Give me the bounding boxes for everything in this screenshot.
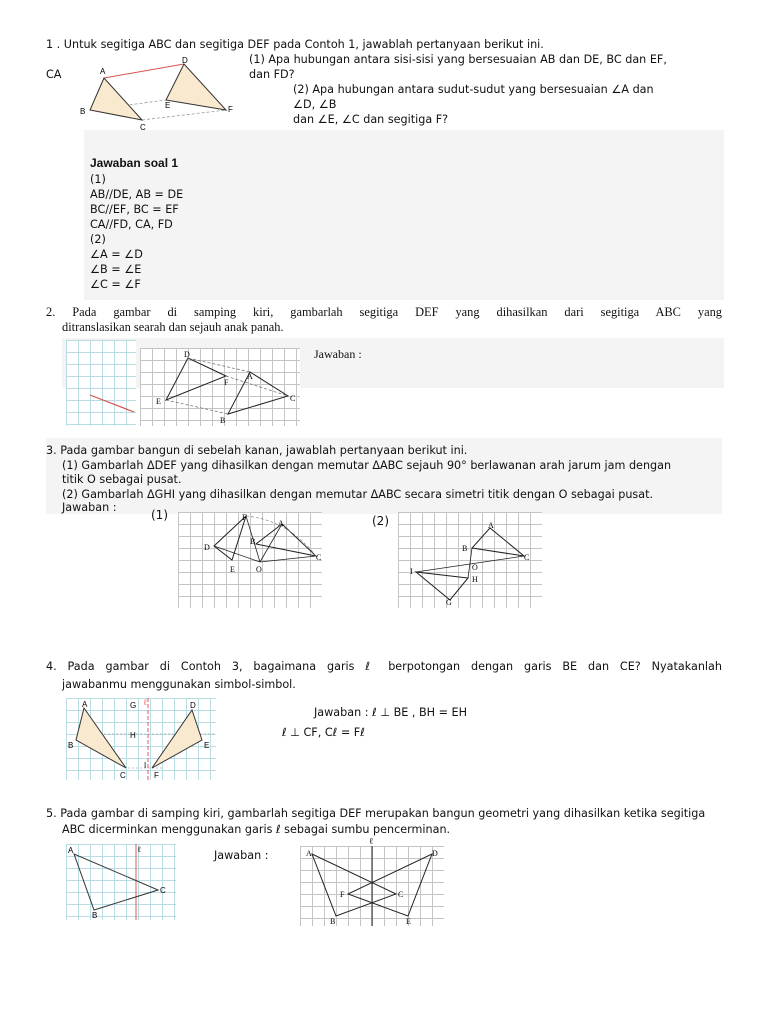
q5-2-label-f: F bbox=[340, 890, 345, 899]
q4-line2: jawabanmu menggunakan simbol-simbol. bbox=[62, 678, 296, 691]
q5-grid-answer bbox=[300, 846, 444, 926]
q4-label-i: I bbox=[144, 761, 147, 770]
q2-label-c: C bbox=[290, 394, 296, 403]
q5-line1: 5. Pada gambar di samping kiri, gambarlah segitiga DEF merupakan bangun geometri yang dihasilkan ketika segitiga bbox=[46, 807, 706, 820]
q1-answer-line: BC//EF, BC = EF bbox=[90, 203, 179, 216]
q1-answer-line: (2) bbox=[90, 233, 106, 246]
q1-question: 1 . Untuk segitiga ABC dan segitiga DEF pada Contoh 1, jawablah pertanyaan berikut ini. bbox=[46, 38, 544, 51]
q1-answer-line: AB//DE, AB = DE bbox=[90, 188, 184, 201]
q3-line4: (2) Gambarlah ΔGHI yang dihasilkan dengan memutar ΔABC secara simetri titik dengan O sebagai pusat. bbox=[62, 488, 654, 501]
q3-triangle-def bbox=[214, 516, 246, 560]
q2-grid-answer bbox=[140, 348, 300, 426]
q3-label-a: A bbox=[278, 519, 284, 528]
q2-arrow-line bbox=[90, 395, 134, 412]
q5-label-b: B bbox=[92, 911, 98, 920]
q1-answer-panel bbox=[84, 130, 724, 300]
q2-label-d: D bbox=[184, 350, 190, 359]
q5-figure-answer bbox=[300, 846, 444, 926]
q4-label-e: E bbox=[204, 741, 210, 750]
q1-answer-line: ∠A = ∠D bbox=[90, 248, 143, 261]
q5-2-label-b: B bbox=[330, 917, 336, 926]
q3-2-label-g: G bbox=[446, 598, 452, 607]
q3-2-label-b: B bbox=[462, 544, 468, 553]
q3-grid-2 bbox=[398, 512, 542, 608]
q3-2-label-h: H bbox=[472, 575, 478, 584]
q4-label-d: D bbox=[190, 701, 196, 710]
q2-label-b: B bbox=[220, 416, 226, 425]
q4-triangle-def bbox=[152, 710, 202, 768]
q1-label-e: E bbox=[165, 101, 171, 110]
q5-label-c: C bbox=[160, 886, 166, 895]
q3-label-d: D bbox=[204, 543, 210, 552]
q4-label-a: A bbox=[82, 700, 88, 709]
q3-2-label-o: O bbox=[472, 563, 478, 572]
q2-grid-given bbox=[66, 340, 136, 426]
q5-2-label-a: A bbox=[306, 849, 312, 858]
q1-answer-line: ∠C = ∠F bbox=[90, 278, 141, 291]
q3-label-e: E bbox=[230, 565, 235, 574]
q1-sub2-line2: ∠D, ∠B bbox=[293, 98, 337, 111]
q2-dashed-cf bbox=[226, 376, 288, 396]
q5-2-label-d: D bbox=[432, 849, 438, 858]
q4-label-c: C bbox=[120, 771, 126, 780]
q3-line-oa bbox=[260, 524, 282, 562]
q3-figure-2 bbox=[398, 512, 542, 608]
q1-sub2-line1: (2) Apa hubungan antara sudut-sudut yang bersesuaian ∠A dan bbox=[293, 83, 654, 96]
q1-label-a: A bbox=[100, 67, 106, 76]
q1-answer-line: CA//FD, CA, FD bbox=[90, 218, 173, 231]
q3-triangle-abc-2 bbox=[472, 528, 524, 556]
q3-label-f: F bbox=[242, 513, 247, 522]
q4-label-h: H bbox=[130, 731, 136, 740]
q1-arrow-line bbox=[104, 64, 184, 78]
q3-label-o: O bbox=[256, 565, 262, 574]
q1-triangle-abc bbox=[90, 78, 142, 120]
q5-answer-label: Jawaban : bbox=[214, 849, 269, 862]
q2-dashed-be bbox=[166, 400, 228, 414]
q2-answer-label: Jawaban : bbox=[314, 347, 362, 361]
q2-label-e: E bbox=[156, 397, 161, 406]
q2-line2: ditranslasikan searah dan sejauh anak panah. bbox=[62, 320, 284, 334]
q1-triangle-def bbox=[166, 64, 226, 110]
q3-2-label-a: A bbox=[488, 521, 494, 530]
q5-figure-given bbox=[66, 844, 176, 920]
q5-label-l: ℓ bbox=[138, 845, 141, 854]
q4-label-f: F bbox=[154, 771, 159, 780]
q4-label-b: B bbox=[68, 741, 74, 750]
q3-line3: titik O sebagai pusat. bbox=[62, 473, 182, 486]
q3-triangle-ghi bbox=[416, 572, 468, 600]
q1-label-f: F bbox=[228, 105, 233, 114]
q4-answer-line1: Jawaban : ℓ ⊥ BE , BH = EH bbox=[314, 706, 468, 719]
q3-fig1-tag: (1) bbox=[151, 508, 168, 522]
q2-triangle-def bbox=[166, 358, 226, 400]
q1-sub1-line2: dan FD? bbox=[249, 68, 295, 81]
q4-triangle-abc bbox=[76, 708, 126, 768]
q3-label-b: B bbox=[250, 537, 256, 546]
q4-label-l: ℓ bbox=[144, 698, 147, 707]
q1-answer-line: ∠B = ∠E bbox=[90, 263, 142, 276]
q3-grid-1 bbox=[178, 512, 322, 608]
q4-line1: 4. Pada gambar di Contoh 3, bagaimana garis ℓ berpotongan dengan garis BE dan CE? Nyatakanlah bbox=[46, 660, 722, 673]
q5-label-a: A bbox=[68, 846, 74, 855]
q3-fig2-tag: (2) bbox=[372, 514, 389, 528]
q2-label-a: A bbox=[247, 372, 253, 381]
q4-grid bbox=[66, 698, 216, 780]
q2-arrow bbox=[66, 340, 136, 426]
q1-sub1-line1: (1) Apa hubungan antara sisi-sisi yang bersesuaian AB dan DE, BC dan EF, bbox=[249, 53, 667, 66]
q2-label-f: F bbox=[224, 378, 229, 387]
q2-line1: 2. Pada gambar di samping kiri, gambarlah segitiga DEF yang dihasilkan dari segitiga ABC yang bbox=[46, 305, 722, 319]
q3-2-label-c: C bbox=[524, 553, 530, 562]
q3-answer-label: Jawaban : bbox=[62, 501, 117, 514]
q1-sub2-line3: dan ∠E, ∠C dan segitiga F? bbox=[293, 113, 449, 126]
q1-answer-line: (1) bbox=[90, 173, 106, 186]
q3-figure-1 bbox=[178, 512, 322, 608]
q1-dashed-cf bbox=[142, 110, 226, 120]
q1-ca-label: CA bbox=[46, 68, 62, 81]
q3-line1: 3. Pada gambar bangun di sebelah kanan, jawablah pertanyaan berikut ini. bbox=[46, 444, 468, 457]
q2-answer-figure bbox=[140, 348, 300, 426]
q1-label-c: C bbox=[140, 123, 146, 132]
q1-label-d: D bbox=[182, 56, 188, 65]
q3-line2: (1) Gambarlah ΔDEF yang dihasilkan dengan memutar ΔABC sejauh 90° berlawanan arah jarum jam dengan bbox=[62, 459, 672, 472]
q5-2-label-c: C bbox=[398, 890, 404, 899]
q4-answer-line2: ℓ ⊥ CF, Cℓ = Fℓ bbox=[282, 726, 365, 739]
q1-answer-title: Jawaban soal 1 bbox=[90, 156, 179, 170]
q1-figure bbox=[76, 54, 246, 134]
q3-line-od bbox=[214, 546, 260, 562]
q5-line2: ABC dicerminkan menggunakan garis ℓ sebagai sumbu pencerminan. bbox=[62, 823, 451, 836]
q3-line-oc bbox=[260, 556, 316, 562]
q4-figure bbox=[66, 698, 216, 780]
q3-label-c: C bbox=[316, 553, 322, 562]
q5-grid-given bbox=[66, 844, 176, 920]
q4-label-g: G bbox=[130, 701, 137, 710]
q2-dashed-ad bbox=[188, 358, 250, 372]
q3-line-ci bbox=[416, 556, 524, 572]
q1-label-b: B bbox=[80, 107, 86, 116]
q3-2-label-i: I bbox=[410, 567, 413, 576]
q5-2-label-l: ℓ bbox=[369, 836, 374, 846]
q5-2-label-e: E bbox=[406, 917, 411, 926]
q5-triangle-abc bbox=[74, 854, 158, 910]
